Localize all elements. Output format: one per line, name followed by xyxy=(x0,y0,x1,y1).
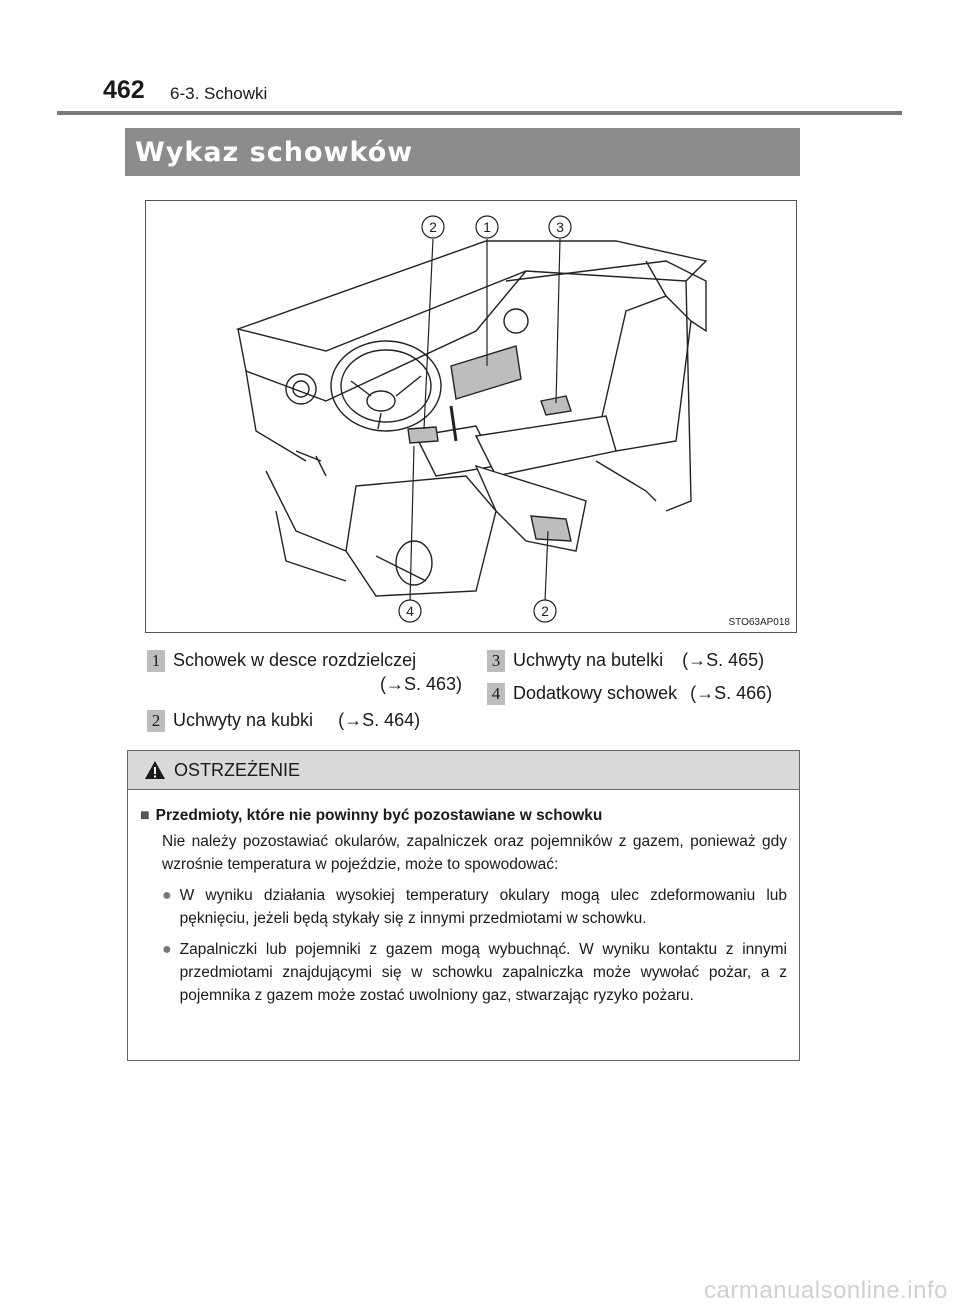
warning-header xyxy=(128,751,799,790)
round-bullet-icon: ● xyxy=(162,941,172,958)
page-title: Wykaz schowków xyxy=(135,136,414,168)
page-number: 462 xyxy=(103,76,145,104)
callout-4 xyxy=(487,681,802,705)
watermark: carmanualsonline.info xyxy=(704,1277,948,1304)
callout-ref: (→S. 464) xyxy=(338,710,421,730)
warning-triangle-icon xyxy=(144,760,166,780)
section-title: 6-3. Schowki xyxy=(170,84,268,103)
warning-intro: Nie należy pozostawiać okularów, zapalniczek oraz pojemników z gazem, ponieważ gdy wzrośnie temperatura w pojeździe, może to spowodować: xyxy=(162,833,787,873)
marker-label: 4 xyxy=(406,603,414,619)
warning-bullet xyxy=(162,938,787,1007)
round-bullet-icon: ● xyxy=(162,887,172,904)
marker-label: 2 xyxy=(541,603,549,619)
callout-text: Uchwyty na kubki xyxy=(173,710,314,730)
warning-label: OSTRZEŻENIE xyxy=(174,759,301,780)
square-bullet-icon: ■ xyxy=(140,807,150,824)
car-interior-drawing xyxy=(146,201,796,632)
callout-text: Dodatkowy schowek xyxy=(513,683,678,703)
callout-3 xyxy=(487,648,802,672)
interior-illustration xyxy=(145,200,797,633)
callout-number: 1 xyxy=(147,650,165,672)
marker-label: 3 xyxy=(556,219,564,235)
warning-heading-text: Przedmioty, które nie powinny być pozostawiane w schowku xyxy=(155,807,603,824)
warning-box xyxy=(127,750,800,1061)
callout-text: Uchwyty na butelki xyxy=(513,650,664,670)
warning-heading xyxy=(140,804,787,827)
warning-bullet xyxy=(162,884,787,930)
callout-number: 4 xyxy=(487,683,505,705)
marker-label: 2 xyxy=(429,219,437,235)
figure-code: STO63AP018 xyxy=(728,617,790,628)
callout-ref: (→S. 465) xyxy=(682,650,765,670)
warning-bullet-text: Zapalniczki lub pojemniki z gazem mogą wybuchnąć. W wyniku kontaktu z innymi przedmiotami znajdującymi się w schowku zapalniczka może wywołać pożar, a z pojemnika z gazem może zostać uwolniony gaz, stwarzając ryzyko pożaru. xyxy=(179,941,787,1004)
warning-body xyxy=(128,790,799,1007)
callout-text: Schowek w desce rozdzielczej xyxy=(173,650,417,670)
callout-ref: (→S. 463) xyxy=(379,674,462,695)
callout-ref: (→S. 466) xyxy=(690,683,773,703)
header-divider xyxy=(57,111,902,115)
warning-bullet-text: W wyniku działania wysokiej temperatury okulary mogą ulec zdeformowaniu lub pęknięciu, jeżeli będą stykały się z innymi przedmiotami w schowku. xyxy=(179,887,787,927)
title-bar xyxy=(125,128,800,176)
callout-number: 2 xyxy=(147,710,165,732)
callout-2 xyxy=(147,708,462,732)
callout-1 xyxy=(147,648,462,696)
callout-number: 3 xyxy=(487,650,505,672)
marker-label: 1 xyxy=(483,219,491,235)
